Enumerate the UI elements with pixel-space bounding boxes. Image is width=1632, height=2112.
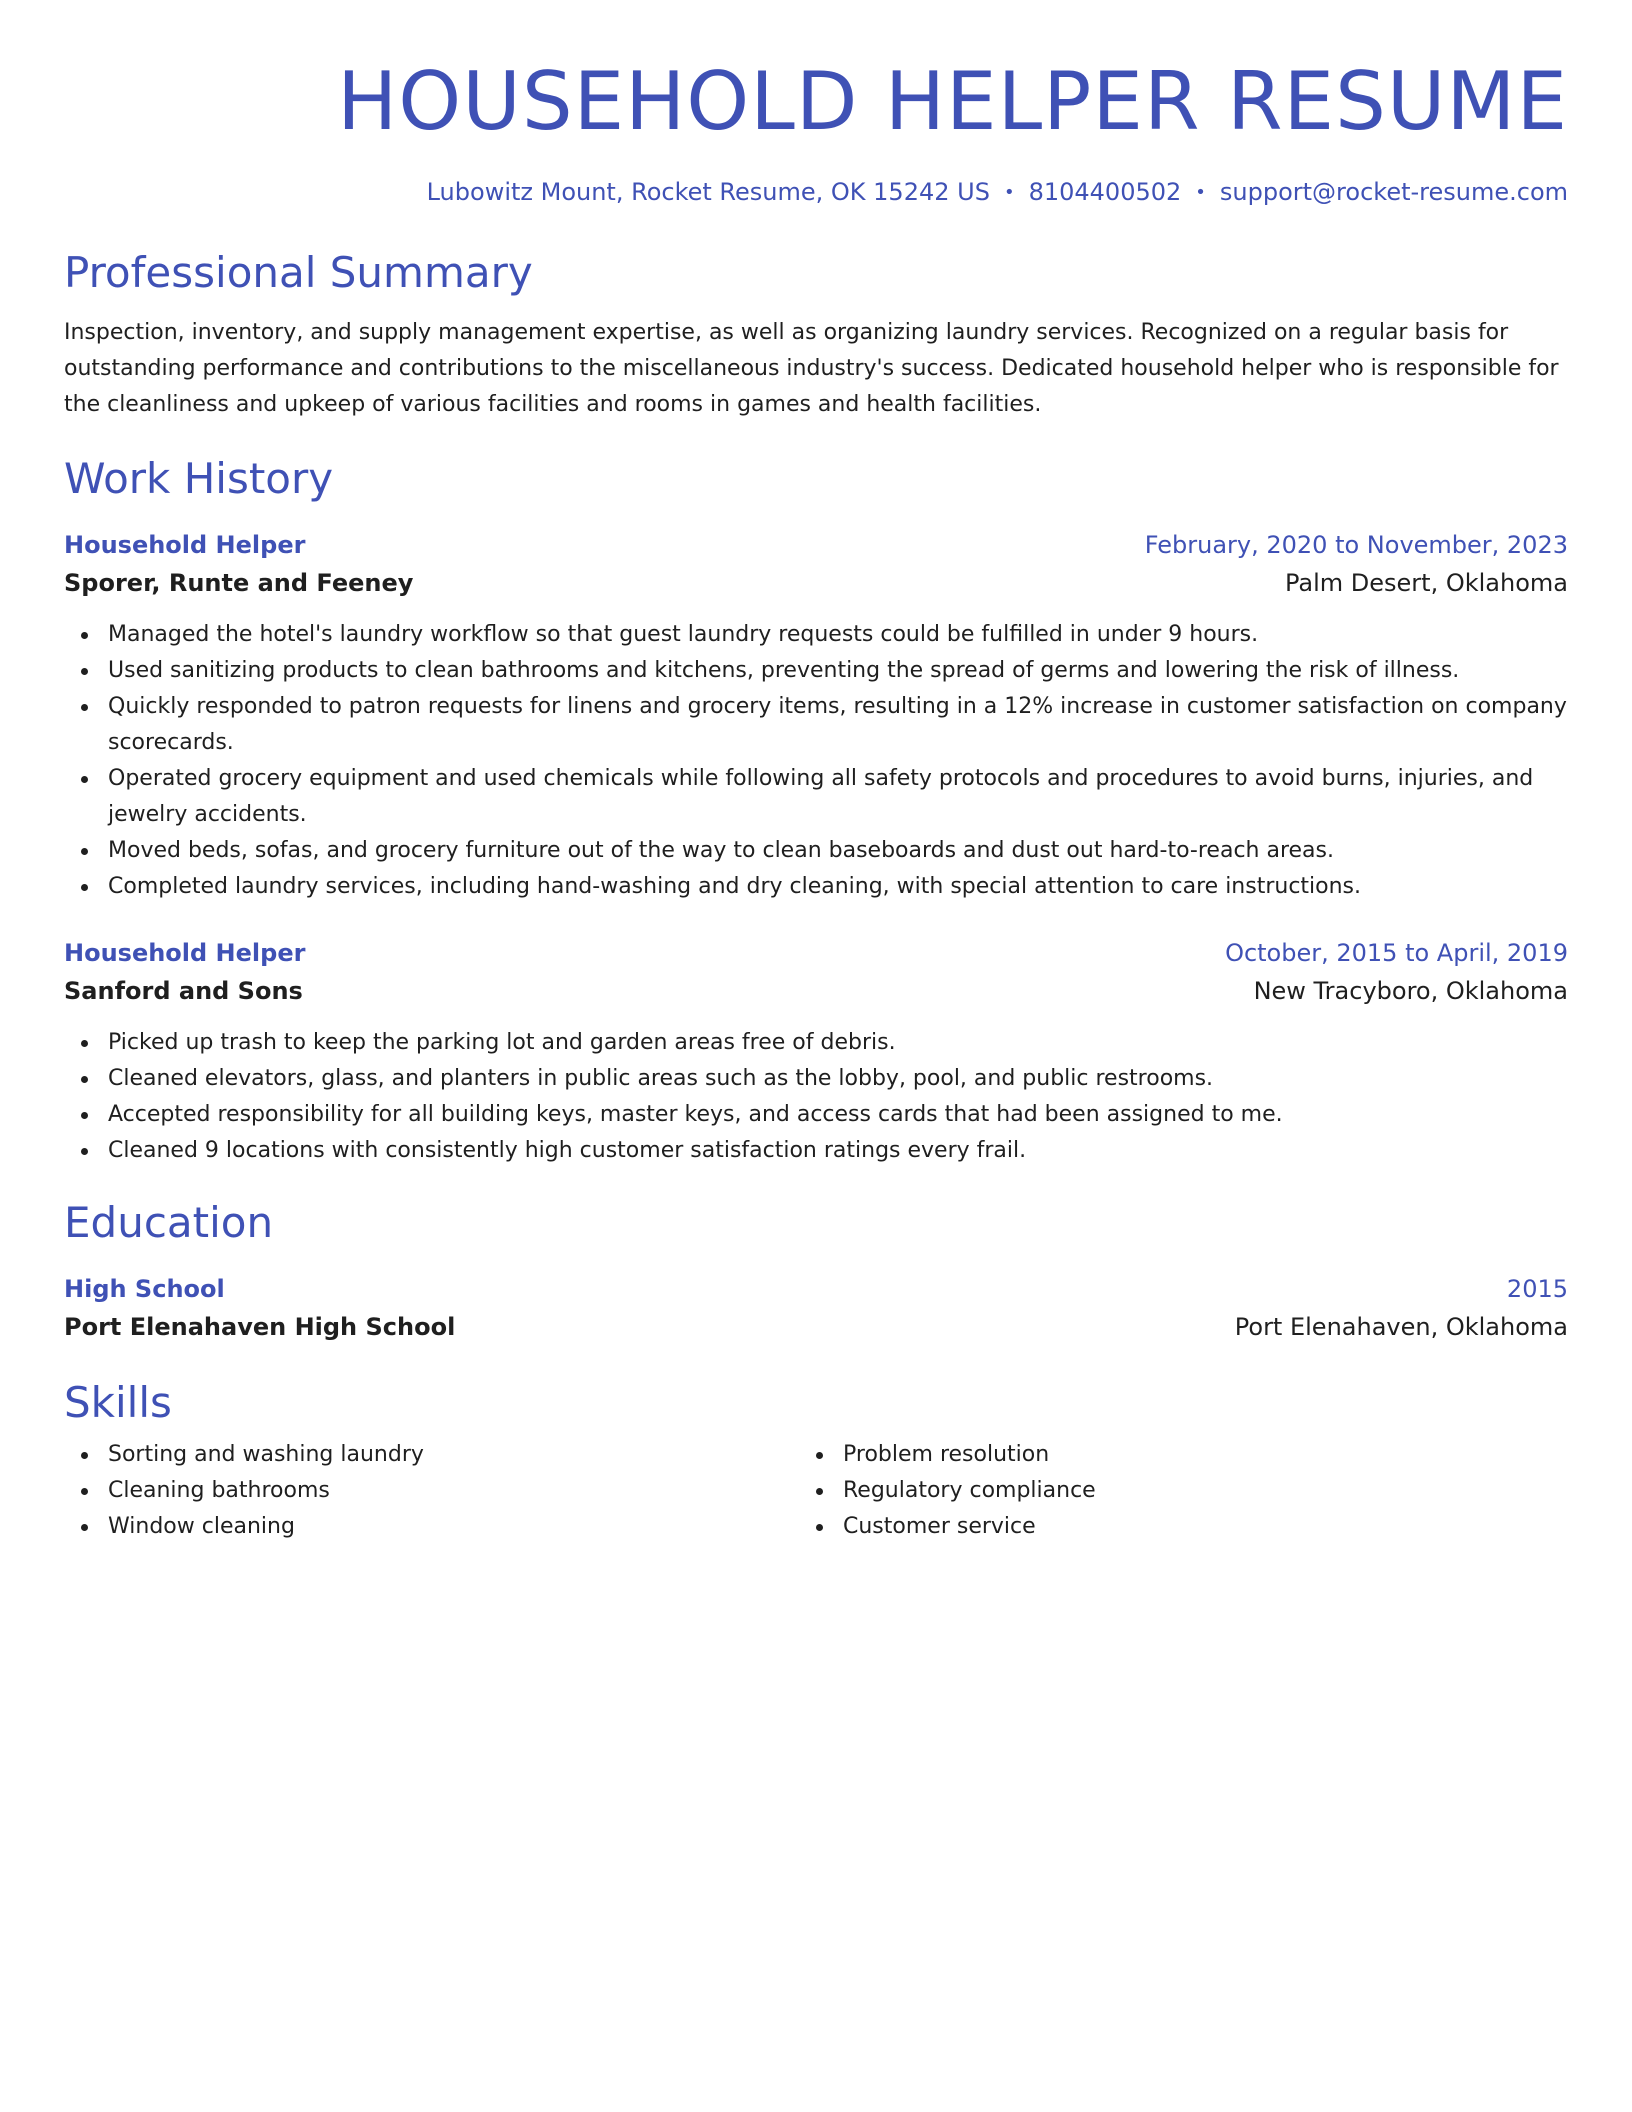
- contact-address: Lubowitz Mount, Rocket Resume, OK 15242 US: [426, 178, 990, 206]
- contact-email: support@rocket-resume.com: [1219, 178, 1568, 206]
- job-entry: [64, 935, 1568, 1169]
- contact-line: [64, 176, 1568, 211]
- skills-heading: Skills: [64, 1378, 172, 1427]
- contact-separator: •: [1195, 182, 1206, 203]
- contact-separator: •: [1003, 182, 1015, 203]
- skill-item: Cleaning bathrooms: [64, 1473, 799, 1509]
- job-bullet: Cleaned elevators, glass, and planters in public areas such as the lobby, pool, and public restrooms.: [64, 1061, 1568, 1097]
- skills-column-left: [64, 1437, 799, 1545]
- job-dates: October, 2015 to April, 2019: [1225, 939, 1568, 967]
- job-bullet: Completed laundry services, including hand-washing and dry cleaning, with special attention to care instructions.: [64, 869, 1568, 905]
- summary-heading: Professional Summary: [64, 248, 533, 297]
- job-dates: February, 2020 to November, 2023: [1144, 531, 1568, 559]
- skill-item: Problem resolution: [799, 1437, 1534, 1473]
- work-history-section: [64, 453, 1568, 1169]
- job-company: Sanford and Sons: [64, 977, 303, 1005]
- job-title: Household Helper: [64, 939, 306, 967]
- job-bullet: Moved beds, sofas, and grocery furniture out of the way to clean baseboards and dust out hard-to-reach areas.: [64, 833, 1568, 869]
- education-location: Port Elenahaven, Oklahoma: [1234, 1313, 1568, 1341]
- job-bullet: Cleaned 9 locations with consistently high customer satisfaction ratings every frail.: [64, 1133, 1568, 1169]
- skills-grid: [64, 1437, 1568, 1545]
- job-bullet: Operated grocery equipment and used chemicals while following all safety protocols and procedures to avoid burns, injuries, and jewelry accidents.: [64, 761, 1568, 833]
- job-bullets: [64, 1025, 1568, 1169]
- job-location: Palm Desert, Oklahoma: [1285, 569, 1568, 597]
- job-bullet: Used sanitizing products to clean bathrooms and kitchens, preventing the spread of germs and lowering the risk of illness.: [64, 653, 1568, 689]
- job-bullet: Accepted responsibility for all building keys, master keys, and access cards that had been assigned to me.: [64, 1097, 1568, 1133]
- resume-title: HOUSEHOLD HELPER RESUME: [337, 55, 1568, 148]
- skill-item: Regulatory compliance: [799, 1473, 1534, 1509]
- job-entry: [64, 527, 1568, 905]
- education-degree: High School: [64, 1275, 225, 1303]
- job-bullet: Quickly responded to patron requests for linens and grocery items, resulting in a 12% increase in customer satisfaction on company scorecards.: [64, 689, 1568, 761]
- job-bullet: Picked up trash to keep the parking lot and garden areas free of debris.: [64, 1025, 1568, 1061]
- skill-item: Sorting and washing laundry: [64, 1437, 799, 1473]
- summary-text: Inspection, inventory, and supply management expertise, as well as organizing laundry services. Recognized on a regular basis for outstanding performance and contributions to the miscellaneous industry's success. Dedicated household helper who is responsible for the cleanliness and upkeep of various facilities and rooms in games and health facilities.: [64, 320, 1559, 417]
- job-title: Household Helper: [64, 531, 306, 559]
- summary-section: [64, 247, 1568, 423]
- education-school: Port Elenahaven High School: [64, 1313, 456, 1341]
- skill-item: Customer service: [799, 1509, 1534, 1545]
- education-year: 2015: [1506, 1275, 1568, 1303]
- skills-section: [64, 1377, 1568, 1545]
- work-history-heading: Work History: [64, 454, 334, 503]
- job-company: Sporer, Runte and Feeney: [64, 569, 414, 597]
- skills-column-right: [799, 1437, 1534, 1545]
- contact-phone: 8104400502: [1028, 178, 1182, 206]
- job-location: New Tracyboro, Oklahoma: [1253, 977, 1568, 1005]
- skill-item: Window cleaning: [64, 1509, 799, 1545]
- education-heading: Education: [64, 1198, 274, 1247]
- education-section: [64, 1197, 1568, 1347]
- education-entry: [64, 1271, 1568, 1347]
- job-bullets: [64, 617, 1568, 905]
- job-bullet: Managed the hotel's laundry workflow so that guest laundry requests could be fulfilled in under 9 hours.: [64, 617, 1568, 653]
